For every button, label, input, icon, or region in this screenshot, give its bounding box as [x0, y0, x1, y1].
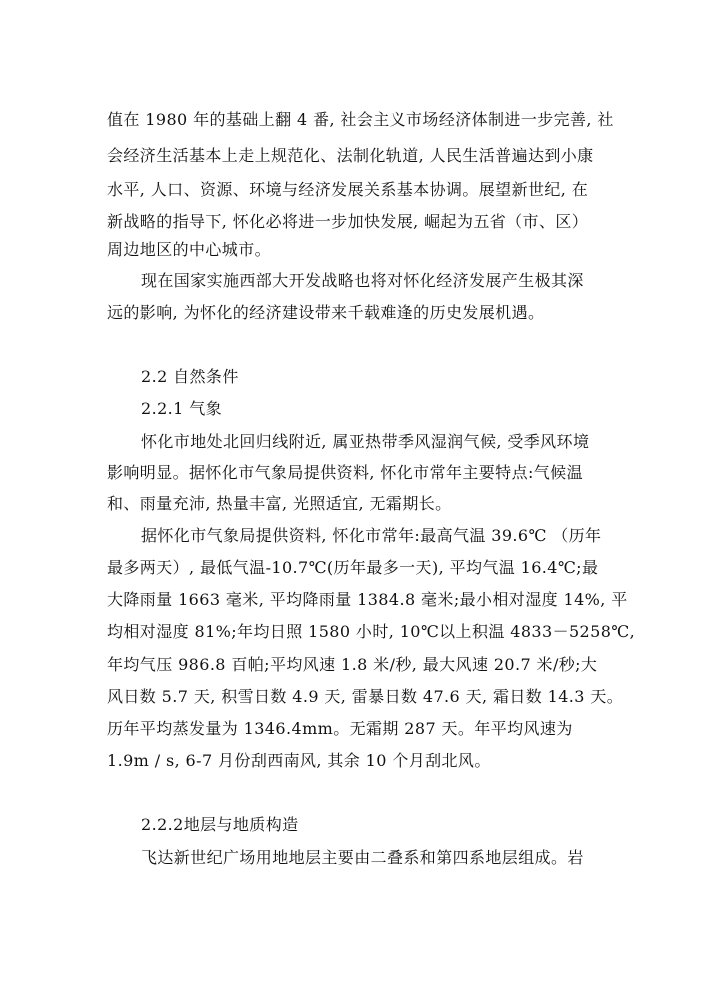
section-heading: 2.2 自然条件: [141, 367, 239, 386]
text-line: 风日数 5.7 天, 积雪日数 4.9 天, 雷暴日数 47.6 天, 霜日数 14.3 天。: [107, 687, 624, 706]
text-line: 和、雨量充沛, 热量丰富, 光照适宜, 无霜期长。: [107, 494, 452, 513]
text-line: 水平, 人口、资源、环境与经济发展关系基本协调。展望新世纪, 在: [107, 180, 589, 199]
subsection-heading: 2.2.2地层与地质构造: [141, 815, 299, 834]
text-line: 影响明显。据怀化市气象局提供资料, 怀化市常年主要特点:气候温: [107, 463, 583, 482]
subsection-heading: 2.2.1 气象: [141, 399, 222, 418]
text-line: 最多两天）, 最低气温-10.7℃(历年最多一天), 平均气温 16.4℃;最: [107, 558, 599, 577]
text-line: 现在国家实施西部大开发战略也将对怀化经济发展产生极其深: [141, 271, 584, 290]
text-line: 会经济生活基本上走上规范化、法制化轨道, 人民生活普遍达到小康: [107, 146, 594, 165]
text-line: 周边地区的中心城市。: [107, 240, 272, 259]
text-line: 远的影响, 为怀化的经济建设带来千载难逢的历史发展机遇。: [107, 303, 545, 322]
text-line: 新战略的指导下, 怀化必将进一步加快发展, 崛起为五省（市、区）: [107, 212, 589, 231]
text-line: 据怀化市气象局提供资料, 怀化市常年:最高气温 39.6℃ （历年: [141, 526, 602, 545]
text-line: 均相对湿度 81%;年均日照 1580 小时, 10℃以上积温 4833－5258℃,: [107, 622, 636, 641]
text-line: 怀化市地处北回归线附近, 属亚热带季风湿润气候, 受季风环境: [141, 432, 590, 451]
text-line: 值在 1980 年的基础上翻 4 番, 社会主义市场经济体制进一步完善, 社: [107, 110, 614, 129]
text-line: 飞达新世纪广场用地地层主要由二叠系和第四系地层组成。岩: [141, 848, 584, 867]
text-line: 1.9m / s, 6-7 月份刮西南风, 其余 10 个月刮北风。: [107, 751, 491, 770]
text-line: 年均气压 986.8 百帕;平均风速 1.8 米/秒, 最大风速 20.7 米/秒;大: [107, 655, 598, 674]
text-line: 大降雨量 1663 毫米, 平均降雨量 1384.8 毫米;最小相对湿度 14%, 平: [107, 590, 628, 609]
text-line: 历年平均蒸发量为 1346.4mm。无霜期 287 天。年平均风速为: [107, 719, 573, 738]
